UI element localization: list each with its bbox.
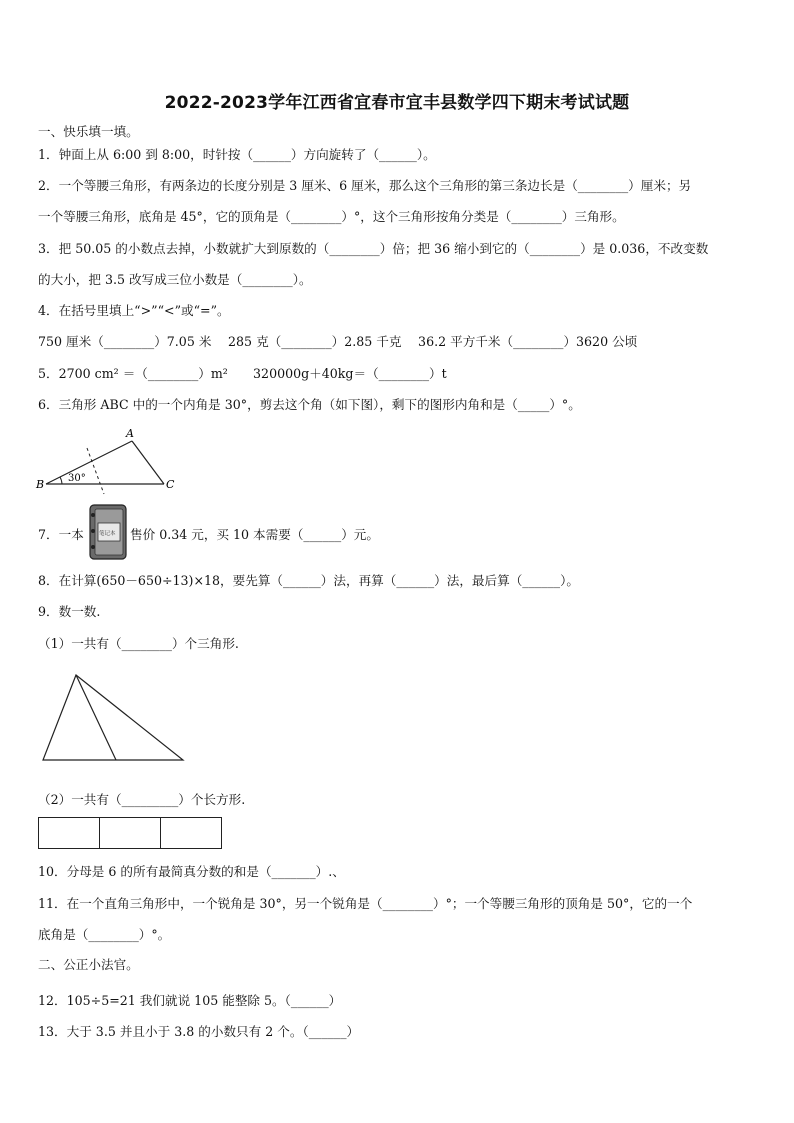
question-11-line-1: 11．在一个直角三角形中，一个锐角是 30°，另一个锐角是（________）°；一个等腰三角形的顶角是 50°，它的一个 [38, 896, 693, 911]
rectangle-1 [38, 817, 100, 849]
vertex-label-a: A [126, 427, 134, 440]
question-6: 6．三角形 ABC 中的一个内角是 30°，剪去这个角（如下图），剩下的图形内角和是（_____）°。 [38, 397, 581, 412]
vertex-label-c: C [166, 478, 175, 491]
question-2-line-1: 2．一个等腰三角形，有两条边的长度分别是 3 厘米、6 厘米，那么这个三角形的第三条边长是（________）厘米；另 [38, 178, 692, 193]
section-2-heading: 二、公正小法官。 [38, 957, 139, 972]
question-10: 10．分母是 6 的所有最简真分数的和是（_______）.、 [38, 864, 345, 879]
question-9: 9．数一数. [38, 604, 101, 619]
question-8: 8．在计算(650－650÷13)×18，要先算（______）法，再算（______）法，最后算（______）。 [38, 573, 579, 588]
triangle-abc-figure [32, 424, 192, 496]
question-4: 4．在括号里填上“>”“<”或“=”。 [38, 303, 230, 318]
page-title: 2022-2023学年江西省宜春市宜丰县数学四下期末考试试题 [164, 93, 630, 113]
question-11-line-2: 底角是（________）°。 [38, 927, 171, 942]
question-12: 12．105÷5=21 我们就说 105 能整除 5。（______） [38, 993, 342, 1008]
question-4-row: 750 厘米（________）7.05 米 285 克（________）2.85 千克 36.2 平方千米（________）3620 公顷 [38, 334, 638, 349]
angle-arc [60, 477, 62, 484]
question-5: 5．2700 cm² ＝（________）m² 320000g＋40kg＝（________）t [38, 366, 447, 381]
rectangle-2 [99, 817, 161, 849]
rectangle-3 [160, 817, 222, 849]
cut-line [87, 448, 104, 494]
vertex-label-b: B [36, 478, 45, 491]
question-7-prefix: 7．一本 [38, 527, 84, 542]
notebook-label: 笔记本 [99, 531, 116, 537]
question-3-line-1: 3．把 50.05 的小数点去掉，小数就扩大到原数的（________）倍；把 36 缩小到它的（________）是 0.036，不改变数 [38, 241, 709, 256]
section-1-heading: 一、快乐填一填。 [38, 124, 139, 139]
question-2-line-2: 一个等腰三角形，底角是 45°，它的顶角是（________）°，这个三角形按角分类是（________）三角形。 [38, 209, 625, 224]
side-ac [132, 441, 164, 484]
question-7-text: 售价 0.34 元，买 10 本需要（______）元。 [130, 527, 379, 542]
question-9-part-2: （2）一共有（_________）个长方形. [38, 792, 246, 807]
angle-label: 30° [68, 473, 86, 484]
question-13: 13．大于 3.5 并且小于 3.8 的小数只有 2 个。（______） [38, 1024, 360, 1039]
notebook-icon [86, 503, 130, 561]
triangle-count-figure [38, 670, 188, 765]
question-9-part-1: （1）一共有（________）个三角形. [38, 636, 239, 651]
rectangles-figure [38, 817, 220, 849]
question-3-line-2: 的大小，把 3.5 改写成三位小数是（________）。 [38, 272, 312, 287]
question-1: 1．钟面上从 6:00 到 8:00，时针按（______）方向旋转了（______）。 [38, 147, 436, 162]
side-ba [46, 441, 132, 484]
